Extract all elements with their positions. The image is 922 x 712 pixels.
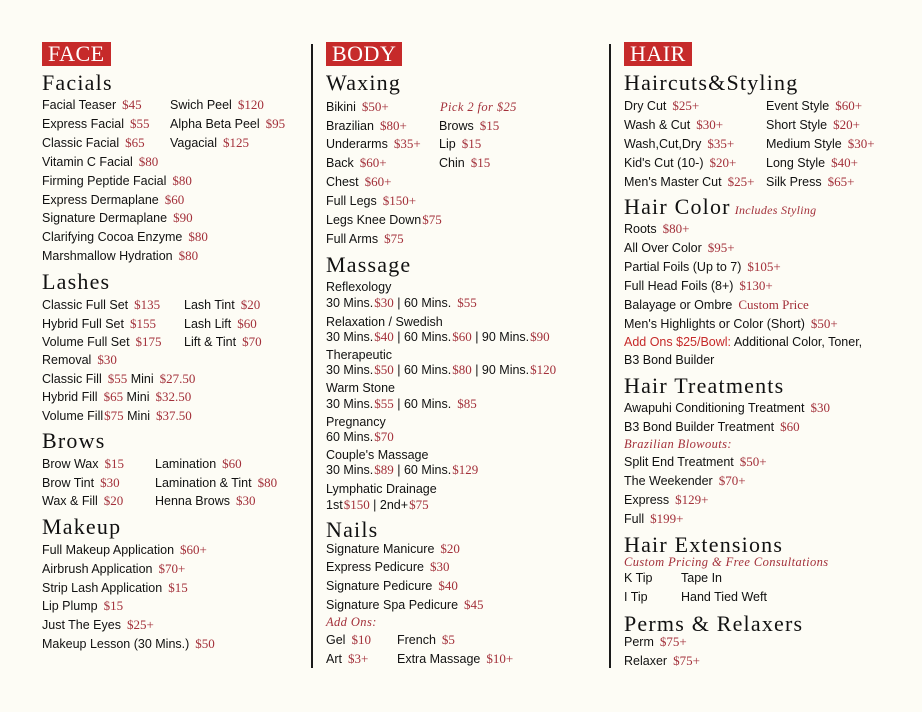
list-item: Medium Style $30+ <box>766 136 875 151</box>
list-item: Awapuhi Conditioning Treatment $30 <box>624 400 830 415</box>
list-item: Long Style $40+ <box>766 155 858 170</box>
hair-color-addons: Add Ons $25/Bowl: Additional Color, Toner, <box>624 335 863 349</box>
list-item: Classic Full Set $135 <box>42 297 161 312</box>
brows-heading: Brows <box>42 428 106 453</box>
list-item: Express Facial $55 <box>42 116 150 131</box>
list-item: Gel $10 <box>326 632 371 647</box>
list-item: Chest $60+ <box>326 174 392 189</box>
list-item: 30 Mins.$40 | 60 Mins.$60 | 90 Mins.$90 <box>326 329 550 344</box>
hair-color-addons-cont: B3 Bond Builder <box>624 353 715 367</box>
list-item: Balayage or Ombre Custom Price <box>624 297 809 312</box>
list-item: Firming Peptide Facial $80 <box>42 173 192 188</box>
list-item: French $5 <box>397 632 455 647</box>
list-item: Brows $15 <box>439 118 500 133</box>
hair-section-tag: HAIR <box>624 42 692 66</box>
list-item: Split End Treatment $50+ <box>624 454 767 469</box>
hair-treatments-heading: Hair Treatments <box>624 373 785 398</box>
list-item: Pregnancy <box>326 415 386 429</box>
list-item: Lip Plump $15 <box>42 598 124 613</box>
perms-heading: Perms & Relaxers <box>624 611 804 636</box>
facials-heading: Facials <box>42 70 113 95</box>
list-item: Hand Tied Weft <box>681 590 767 604</box>
list-item: Just The Eyes $25+ <box>42 617 154 632</box>
list-item: Warm Stone <box>326 381 396 395</box>
list-item: Full $199+ <box>624 511 684 526</box>
massage-heading: Massage <box>326 252 412 277</box>
list-item: 30 Mins.$30 | 60 Mins. $55 <box>326 295 477 310</box>
list-item: Alpha Beta Peel $95 <box>170 116 286 131</box>
list-item: Volume Full Set $175 <box>42 334 162 349</box>
hair-extensions-heading: Hair Extensions <box>624 532 784 557</box>
list-item: Signature Dermaplane $90 <box>42 210 193 225</box>
list-item: Extra Massage $10+ <box>397 651 514 666</box>
list-item: Chin $15 <box>439 155 491 170</box>
list-item: Vagacial $125 <box>170 135 250 150</box>
list-item: Partial Foils (Up to 7) $105+ <box>624 259 781 274</box>
list-item: Silk Press $65+ <box>766 174 855 189</box>
list-item: Lymphatic Drainage <box>326 482 437 496</box>
list-item: Clarifying Cocoa Enzyme $80 <box>42 229 208 244</box>
list-item: Full Legs $150+ <box>326 193 417 208</box>
list-item: 30 Mins.$89 | 60 Mins.$129 <box>326 462 479 477</box>
column-divider <box>311 44 313 668</box>
list-item: Marshmallow Hydration $80 <box>42 248 199 263</box>
list-item: Classic Fill $55 Mini $27.50 <box>42 371 196 386</box>
pick-two-note: Pick 2 for $25 <box>440 100 517 114</box>
list-item: 60 Mins.$70 <box>326 429 394 444</box>
list-item: Express Pedicure $30 <box>326 559 450 574</box>
list-item: Hybrid Fill $65 Mini $32.50 <box>42 389 192 404</box>
list-item: Full Head Foils (8+) $130+ <box>624 278 773 293</box>
list-item: Lamination & Tint $80 <box>155 475 278 490</box>
hair-color-heading: Hair Color Includes Styling <box>624 194 817 219</box>
hair-color-note: Includes Styling <box>734 203 817 217</box>
list-item: Event Style $60+ <box>766 98 863 113</box>
list-item: Removal $30 <box>42 352 117 367</box>
list-item: Relaxer $75+ <box>624 653 700 668</box>
list-item: Airbrush Application $70+ <box>42 561 186 576</box>
list-item: Lash Lift $60 <box>184 316 257 331</box>
list-item: Full Arms $75 <box>326 231 404 246</box>
list-item: K Tip <box>624 571 653 585</box>
list-item: Express Dermaplane $60 <box>42 192 185 207</box>
blowouts-label: Brazilian Blowouts: <box>624 437 732 451</box>
list-item: Vitamin C Facial $80 <box>42 154 159 169</box>
list-item: B3 Bond Builder Treatment $60 <box>624 419 800 434</box>
list-item: Express $129+ <box>624 492 709 507</box>
extensions-note: Custom Pricing & Free Consultations <box>624 555 829 569</box>
list-item: Legs Knee Down$75 <box>326 212 442 227</box>
list-item: Therapeutic <box>326 348 393 362</box>
list-item: Classic Facial $65 <box>42 135 145 150</box>
list-item: Lamination $60 <box>155 456 242 471</box>
list-item: Back $60+ <box>326 155 387 170</box>
list-item: Roots $80+ <box>624 221 690 236</box>
nails-addons-label: Add Ons: <box>326 615 377 629</box>
list-item: Brow Wax $15 <box>42 456 124 471</box>
body-section-tag: BODY <box>326 42 402 66</box>
list-item: Wax & Fill $20 <box>42 493 124 508</box>
list-item: Lift & Tint $70 <box>184 334 262 349</box>
list-item: I Tip <box>624 590 648 604</box>
list-item: Makeup Lesson (30 Mins.) $50 <box>42 636 215 651</box>
list-item: Kid's Cut (10-) $20+ <box>624 155 737 170</box>
waxing-heading: Waxing <box>326 70 402 95</box>
haircuts-heading: Haircuts&Styling <box>624 70 799 95</box>
list-item: Short Style $20+ <box>766 117 860 132</box>
list-item: Wash & Cut $30+ <box>624 117 724 132</box>
list-item: Facial Teaser $45 <box>42 97 142 112</box>
list-item: Perm $75+ <box>624 634 687 649</box>
list-item: Wash,Cut,Dry $35+ <box>624 136 735 151</box>
face-section-tag: FACE <box>42 42 111 66</box>
list-item: Lash Tint $20 <box>184 297 261 312</box>
list-item: Brow Tint $30 <box>42 475 120 490</box>
list-item: Dry Cut $25+ <box>624 98 700 113</box>
list-item: Men's Highlights or Color (Short) $50+ <box>624 316 838 331</box>
list-item: Full Makeup Application $60+ <box>42 542 207 557</box>
makeup-heading: Makeup <box>42 514 122 539</box>
list-item: Signature Manicure $20 <box>326 541 460 556</box>
list-item: Lip $15 <box>439 136 482 151</box>
lashes-heading: Lashes <box>42 269 111 294</box>
list-item: Brazilian $80+ <box>326 118 407 133</box>
column-divider <box>609 44 611 668</box>
list-item: Tape In <box>681 571 723 585</box>
list-item: Couple's Massage <box>326 448 429 462</box>
list-item: The Weekender $70+ <box>624 473 746 488</box>
list-item: Strip Lash Application $15 <box>42 580 188 595</box>
list-item: Underarms $35+ <box>326 136 421 151</box>
list-item: Signature Spa Pedicure $45 <box>326 597 484 612</box>
list-item: Hybrid Full Set $155 <box>42 316 156 331</box>
list-item: Swich Peel $120 <box>170 97 264 112</box>
list-item: Bikini $50+ <box>326 99 389 114</box>
list-item: Reflexology <box>326 280 392 294</box>
list-item: All Over Color $95+ <box>624 240 735 255</box>
nails-heading: Nails <box>326 517 379 542</box>
list-item: Henna Brows $30 <box>155 493 256 508</box>
list-item: Relaxation / Swedish <box>326 315 443 329</box>
list-item: Volume Fill$75 Mini $37.50 <box>42 408 192 423</box>
list-item: Art $3+ <box>326 651 369 666</box>
list-item: Signature Pedicure $40 <box>326 578 458 593</box>
list-item: 1st$150 | 2nd+$75 <box>326 497 429 512</box>
list-item: 30 Mins.$50 | 60 Mins.$80 | 90 Mins.$120 <box>326 362 557 377</box>
list-item: Men's Master Cut $25+ <box>624 174 755 189</box>
list-item: 30 Mins.$55 | 60 Mins. $85 <box>326 396 477 411</box>
